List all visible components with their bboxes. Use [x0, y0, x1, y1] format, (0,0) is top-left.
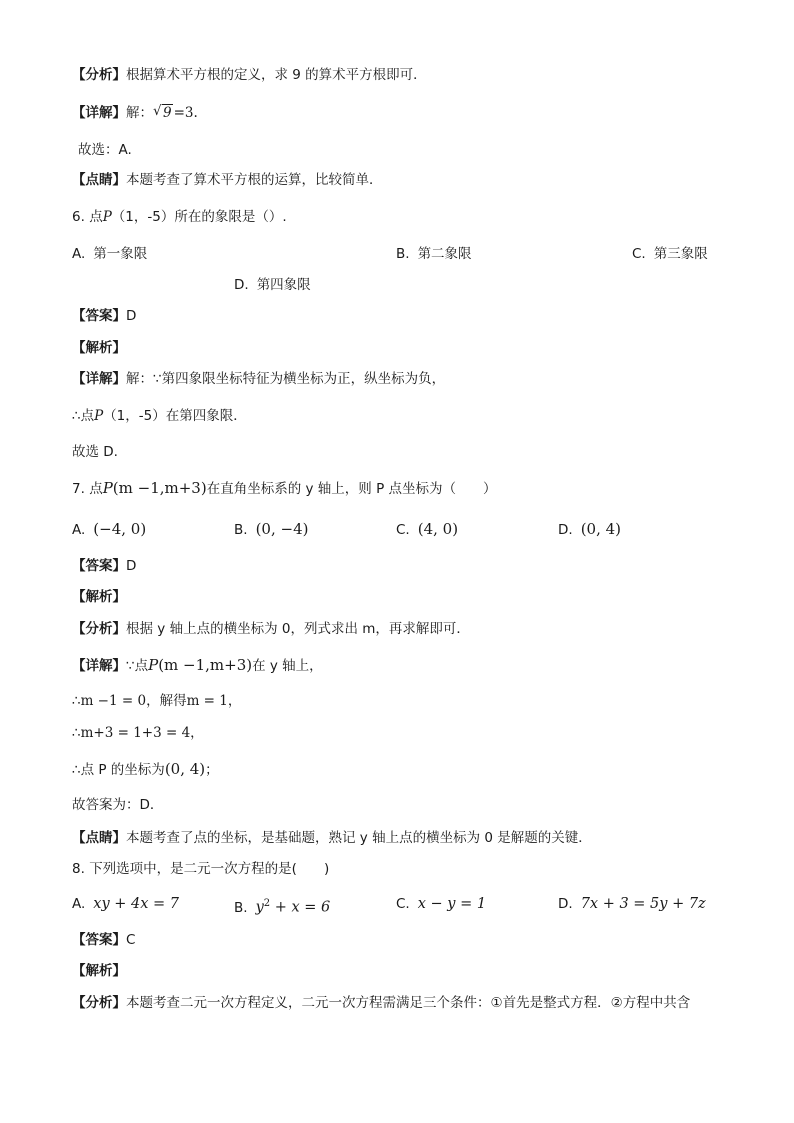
option-letter: D. — [234, 277, 249, 293]
q6-option-c — [632, 244, 708, 264]
q7-analysis-line — [72, 619, 470, 639]
answer-tag: 【答案】 — [72, 558, 126, 574]
option-letter: C. — [632, 246, 646, 262]
q6-detail-line — [72, 369, 445, 389]
option-letter: C. — [396, 522, 410, 538]
option-base: y — [255, 899, 264, 916]
option-letter: A. — [72, 522, 86, 538]
q6-answer-line — [72, 306, 136, 326]
jiexi-tag: 【解析】 — [72, 340, 126, 356]
answer-text: D — [126, 558, 137, 574]
question-8 — [72, 859, 329, 879]
q7-option-c — [396, 519, 458, 540]
option-text: 第一象限 — [93, 246, 148, 262]
option-text: 第三象限 — [653, 246, 708, 262]
q8-answer-line — [72, 930, 135, 950]
q6-option-b — [396, 244, 472, 264]
detail-text: 在 y 轴上， — [252, 658, 323, 674]
q6-option-a — [72, 244, 147, 264]
question-text: （1，-5）所在的象限是（）. — [111, 209, 287, 225]
step-pre: ∴ — [72, 693, 81, 709]
step-pre: ∴点 P 的坐标为 — [72, 762, 165, 778]
q7-comment-line — [72, 828, 592, 848]
radicand: 9 — [163, 105, 172, 121]
option-letter: B. — [234, 899, 248, 916]
point-expression: (m −1,m+3) — [112, 479, 207, 497]
question-pre: 点 — [89, 481, 103, 497]
question-number: 7. — [72, 481, 85, 497]
option-rest: + x = 6 — [270, 899, 331, 916]
comment-tag: 【点睛】 — [72, 830, 126, 846]
q7-detail-line — [72, 655, 323, 676]
detail-tag: 【详解】 — [72, 371, 126, 387]
option-letter: B. — [396, 246, 410, 262]
step-mid: ，解得 — [146, 693, 187, 709]
option-text: 第二象限 — [417, 246, 472, 262]
answer-text: C — [126, 932, 136, 948]
option-letter: D. — [558, 896, 573, 912]
question-number: 8. — [72, 861, 85, 877]
option-letter: B. — [234, 522, 248, 538]
question-7 — [72, 478, 497, 499]
option-letter: A. — [72, 246, 86, 262]
q7-step-3 — [72, 759, 219, 780]
analysis-text: 根据 y 轴上点的横坐标为 0，列式求出 m，再求解即可． — [126, 621, 470, 637]
analysis-line — [72, 65, 427, 85]
q7-option-a — [72, 519, 146, 540]
choose-text: 故选：A. — [78, 142, 132, 158]
q7-step-4 — [72, 795, 163, 815]
answer-text: D — [126, 308, 137, 324]
radical-symbol: √ — [153, 103, 162, 119]
detail-pre: ∵点 — [126, 658, 149, 674]
q7-answer-line — [72, 556, 136, 576]
q8-analysis-line — [72, 993, 690, 1013]
option-letter: C. — [396, 896, 410, 912]
q7-jiexi-line — [72, 587, 126, 607]
option-text: (−4, 0) — [93, 520, 147, 538]
comment-tag: 【点睛】 — [72, 172, 126, 188]
detail-tag: 【详解】 — [72, 658, 126, 674]
q6-option-d — [234, 275, 311, 295]
q6-therefore-line — [72, 406, 247, 426]
step-post: ， — [227, 693, 242, 709]
option-text: 第四象限 — [256, 277, 311, 293]
answer-tag: 【答案】 — [72, 308, 126, 324]
option-exponent: 2 — [263, 898, 271, 909]
sqrt-expression — [153, 103, 173, 123]
q8-option-d — [558, 894, 706, 914]
option-text: (0, 4) — [580, 520, 622, 538]
detail-line — [72, 103, 198, 123]
question-text: 在直角坐标系的 y 轴上，则 P 点坐标为（ ） — [206, 481, 497, 497]
step-text: 故答案为：D． — [72, 797, 164, 813]
step-pre: ∴ — [72, 725, 81, 741]
q8-option-b — [234, 894, 330, 918]
therefore-text: （1，-5）在第四象限． — [103, 408, 247, 424]
point-variable: P — [148, 656, 159, 674]
step-expression: (0, 4) — [164, 760, 206, 778]
detail-pre: 解： — [126, 105, 153, 121]
step-expression-2: m = 1 — [186, 693, 228, 709]
analysis-text: 根据算术平方根的定义，求 9 的算术平方根即可． — [126, 67, 427, 83]
step-expression: m+3 = 1+3 = 4 — [80, 725, 191, 741]
option-text: (4, 0) — [417, 520, 459, 538]
option-letter: D. — [558, 522, 573, 538]
analysis-tag: 【分析】 — [72, 621, 126, 637]
q8-option-a — [72, 894, 179, 914]
question-pre: 点 — [89, 209, 103, 225]
point-expression: (m −1,m+3) — [158, 656, 253, 674]
point-variable: P — [102, 479, 113, 497]
comment-line — [72, 170, 383, 190]
analysis-tag: 【分析】 — [72, 67, 126, 83]
q6-choose-line — [72, 442, 118, 462]
choose-text: 故选 D. — [72, 444, 118, 460]
therefore-pre: ∴点 — [72, 408, 95, 424]
option-text: xy + 4x = 7 — [93, 896, 180, 912]
answer-tag: 【答案】 — [72, 932, 126, 948]
choose-line — [78, 140, 132, 160]
q7-option-d — [558, 519, 621, 540]
step-post: ； — [205, 762, 219, 778]
point-variable: P — [94, 408, 104, 424]
step-post: ， — [190, 725, 204, 741]
q8-option-c — [396, 894, 486, 914]
option-letter: A. — [72, 896, 86, 912]
analysis-tag: 【分析】 — [72, 995, 126, 1011]
comment-text: 本题考查了算术平方根的运算，比较简单． — [126, 172, 383, 188]
option-text: x − y = 1 — [417, 896, 487, 912]
comment-text: 本题考查了点的坐标，是基础题，熟记 y 轴上点的横坐标为 0 是解题的关键． — [126, 830, 592, 846]
question-text: 下列选项中，是二元一次方程的是( ) — [89, 861, 330, 877]
point-variable: P — [102, 209, 112, 225]
q8-jiexi-line — [72, 961, 126, 981]
jiexi-tag: 【解析】 — [72, 589, 126, 605]
q7-option-b — [234, 519, 308, 540]
question-6 — [72, 207, 287, 227]
q7-step-1 — [72, 691, 241, 711]
q6-jiexi-line — [72, 338, 126, 358]
question-number: 6. — [72, 209, 85, 225]
option-text: (0, −4) — [255, 520, 309, 538]
detail-text: 解：∵第四象限坐标特征为横坐标为正，纵坐标为负， — [126, 371, 446, 387]
detail-tag: 【详解】 — [72, 105, 126, 121]
jiexi-tag: 【解析】 — [72, 963, 126, 979]
option-text: 7x + 3 = 5y + 7z — [580, 896, 706, 912]
q7-step-2 — [72, 723, 204, 743]
analysis-text: 本题考查二元一次方程定义，二元一次方程需满足三个条件：①首先是整式方程．②方程中共含 — [126, 995, 691, 1011]
detail-result: =3. — [173, 105, 198, 121]
step-expression: m −1 = 0 — [80, 693, 147, 709]
